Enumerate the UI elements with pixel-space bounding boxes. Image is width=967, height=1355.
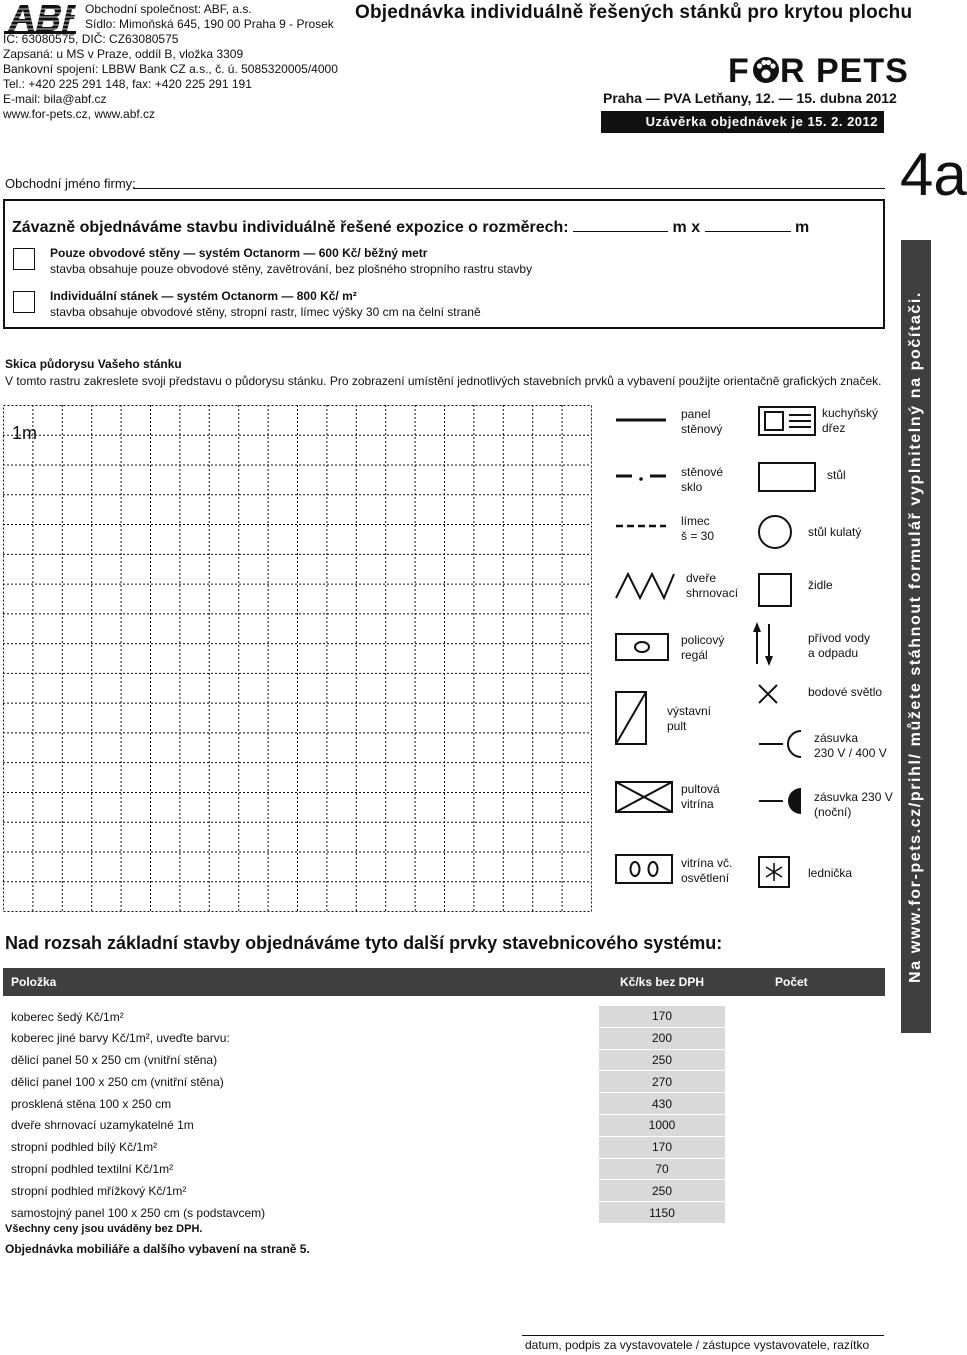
company-bank: Bankovní spojení: LBBW Bank CZ a.s., č. ú. 5085320005/4000 [3, 62, 338, 76]
firm-name-field[interactable] [133, 174, 885, 189]
item-price: 250 [599, 1180, 725, 1202]
for-pets-logo [728, 50, 909, 95]
svg-text:F: F [728, 52, 750, 90]
table-row [3, 1158, 885, 1180]
legend-kitchen-sink-label: kuchyňský dřez [822, 406, 879, 435]
item-price: 1150 [599, 1202, 725, 1224]
form-code: 4a [900, 141, 967, 208]
table-row [3, 1093, 885, 1115]
legend-chair-label: židle [808, 578, 833, 592]
company-info [3, 2, 338, 122]
option-walls-only-checkbox[interactable] [13, 248, 35, 270]
fridge-icon [757, 855, 791, 889]
item-price: 70 [599, 1158, 725, 1180]
legend-wall-panel-label: panel stěnový [681, 407, 723, 436]
table-row [3, 1049, 885, 1071]
shelf-icon [614, 632, 670, 662]
firm-name-label: Obchodní jméno firmy: [5, 176, 136, 191]
round-table-icon [757, 514, 793, 550]
display-desk-icon [614, 690, 648, 746]
legend-counter-showcase-label: pultová vitrína [681, 782, 720, 811]
item-count-field[interactable] [725, 1071, 885, 1093]
signature-field[interactable] [522, 1335, 884, 1336]
depth-field[interactable] [705, 231, 791, 232]
glass-wall-icon [614, 466, 668, 486]
item-name: dělicí panel 100 x 250 cm (vnitřní stěna) [11, 1074, 224, 1089]
table-row [3, 1027, 885, 1049]
spot-light-icon [756, 682, 780, 706]
water-supply-icon [750, 620, 776, 668]
lit-showcase-icon [614, 853, 674, 885]
night-socket-icon [757, 785, 811, 817]
legend-folding-door-label: dveře shrnovací [686, 571, 739, 600]
option-individual-checkbox[interactable] [13, 291, 35, 313]
option-individual-desc: stavba obsahuje obvodové stěny, stropní rastr, límec výšky 30 cm na čelní straně [50, 305, 481, 319]
legend-round-table-label: stůl kulatý [808, 525, 862, 539]
item-price: 170 [599, 1006, 725, 1027]
table-row [3, 1180, 885, 1202]
item-price: 250 [599, 1049, 725, 1071]
table-row [3, 1114, 885, 1136]
grid-scale-label: 1m [12, 423, 38, 443]
legend-shelf-label: policový regál [681, 633, 725, 662]
build-dimensions-line [12, 219, 809, 237]
item-name: dělicí panel 50 x 250 cm (vnitřní stěna) [11, 1052, 218, 1067]
build-title: Závazně objednáváme stavbu individuálně řešené expozice o rozměrech: [12, 219, 569, 236]
legend-lit-showcase-label: vitrína vč. osvětlení [681, 856, 733, 885]
abf-logo [4, 3, 76, 35]
company-web[interactable]: www.for-pets.cz, www.abf.cz [3, 107, 156, 121]
column-price: Kč/ks bez DPH [599, 967, 725, 997]
download-sidebar [901, 240, 931, 1033]
download-sidebar-text[interactable]: Na www.for-pets.cz/prihl/ můžete stáhnout formulář vyplnitelný na počítači. [907, 290, 924, 983]
company-register: Zapsaná: u MS v Praze, oddíl B, vložka 3309 [3, 47, 244, 61]
company-phone: Tel.: +420 225 291 148, fax: +420 225 291 191 [3, 77, 252, 91]
item-price: 170 [599, 1136, 725, 1158]
kitchen-sink-icon [757, 405, 817, 437]
signature-label: datum, podpis za vystavovatele / zástupce vystavovatele, razítko [525, 1338, 870, 1352]
item-price: 270 [599, 1071, 725, 1093]
width-field[interactable] [573, 231, 668, 232]
item-name: stropní podhled textilní Kč/1m² [11, 1161, 174, 1176]
item-count-field[interactable] [725, 1114, 885, 1136]
sketch-grid[interactable] [3, 405, 603, 915]
item-count-field[interactable] [725, 1093, 885, 1115]
counter-showcase-icon [614, 780, 674, 814]
legend-spot-light-label: bodové světlo [808, 685, 883, 699]
item-count-field[interactable] [725, 1158, 885, 1180]
order-title: Objednávka individuálně řešených stánků pro krytou plochu [355, 2, 913, 23]
table-row [3, 1071, 885, 1093]
legend-display-desk-label: výstavní pult [667, 704, 712, 733]
legend-water-supply-label: přívod vody a odpadu [808, 631, 871, 660]
item-name: koberec šedý Kč/1m² [11, 1009, 124, 1024]
legend-socket-label: zásuvka 230 V / 400 V [814, 731, 887, 760]
option-walls-only-title: Pouze obvodové stěny — systém Octanorm — 600 Kč/ běžný metr [50, 246, 428, 260]
legend-fridge-label: lednička [808, 866, 853, 880]
item-price: 200 [599, 1027, 725, 1049]
item-name: prosklená stěna 100 x 250 cm [11, 1096, 172, 1111]
legend-glass-wall-label: stěnové sklo [681, 465, 724, 494]
option-walls-only-desc: stavba obsahuje pouze obvodové stěny, zavětrování, bez plošného stropního rastru stavby [50, 262, 533, 276]
company-seat: Sídlo: Mimoňská 645, 190 00 Praha 9 - Prosek [85, 17, 334, 31]
item-count-field[interactable] [725, 1180, 885, 1202]
svg-text:R PETS: R PETS [780, 52, 909, 90]
legend-night-socket-label: zásuvka 230 V (noční) [814, 790, 893, 819]
item-name: dveře shrnovací uzamykatelné 1m [11, 1118, 194, 1133]
item-count-field[interactable] [725, 1027, 885, 1049]
deadline-banner: Uzávěrka objednávek je 15. 2. 2012 [601, 111, 884, 133]
sketch-title: Skica půdorysu Vašeho stánku [5, 357, 182, 371]
table-row [3, 1136, 885, 1158]
item-count-field[interactable] [725, 1006, 885, 1027]
note-furniture: Objednávka mobiliáře a dalšího vybavení na straně 5. [5, 1242, 310, 1256]
unit-m: m [795, 219, 810, 236]
table-row [3, 1006, 885, 1027]
extras-table-header [3, 967, 885, 997]
item-price: 1000 [599, 1114, 725, 1136]
item-name: samostojný panel 100 x 250 cm (s podstavcem) [11, 1205, 266, 1220]
item-name: stropní podhled mřížkový Kč/1m² [11, 1183, 187, 1198]
item-count-field[interactable] [725, 1202, 885, 1224]
collar-icon [614, 518, 668, 534]
company-email[interactable]: E-mail: bila@abf.cz [3, 92, 107, 106]
legend-table-label: stůl [827, 468, 846, 482]
item-count-field[interactable] [725, 1049, 885, 1071]
socket-icon [757, 728, 811, 760]
item-name: stropní podhled bílý Kč/1m² [11, 1140, 158, 1155]
abf-logo-text: ABF [4, 3, 6, 4]
legend-collar-label: límec š = 30 [681, 514, 715, 543]
note-vat: Všechny ceny jsou uváděny bez DPH. [5, 1223, 203, 1235]
unit-x: m x [672, 219, 701, 236]
sketch-description: V tomto rastru zakreslete svoji představu o půdorysu stánku. Pro zobrazení umístění jednotlivých stavebních prvků a vybavení použijte orientačně grafických značek. [5, 374, 882, 388]
item-price: 430 [599, 1093, 725, 1115]
event-info: Praha — PVA Letňany, 12. — 15. dubna 2012 [603, 90, 897, 106]
company-name: Obchodní společnost: ABF, a.s. [85, 2, 252, 16]
chair-icon [757, 572, 793, 608]
column-count: Počet [725, 967, 885, 997]
item-name: koberec jiné barvy Kč/1m², uveďte barvu: [11, 1031, 230, 1046]
folding-door-icon [614, 570, 676, 600]
option-individual-title: Individuální stánek — systém Octanorm — 800 Kč/ m² [50, 289, 357, 303]
wall-panel-icon [614, 412, 668, 428]
extras-title: Nad rozsah základní stavby objednáváme tyto další prvky stavebnicového systému: [5, 933, 723, 953]
item-count-field[interactable] [725, 1136, 885, 1158]
company-ids: IČ: 63080575, DIČ: CZ63080575 [3, 32, 179, 46]
column-item: Položka [3, 967, 599, 997]
table-icon [757, 461, 817, 493]
notes [5, 1219, 310, 1259]
extras-table [3, 966, 885, 1224]
